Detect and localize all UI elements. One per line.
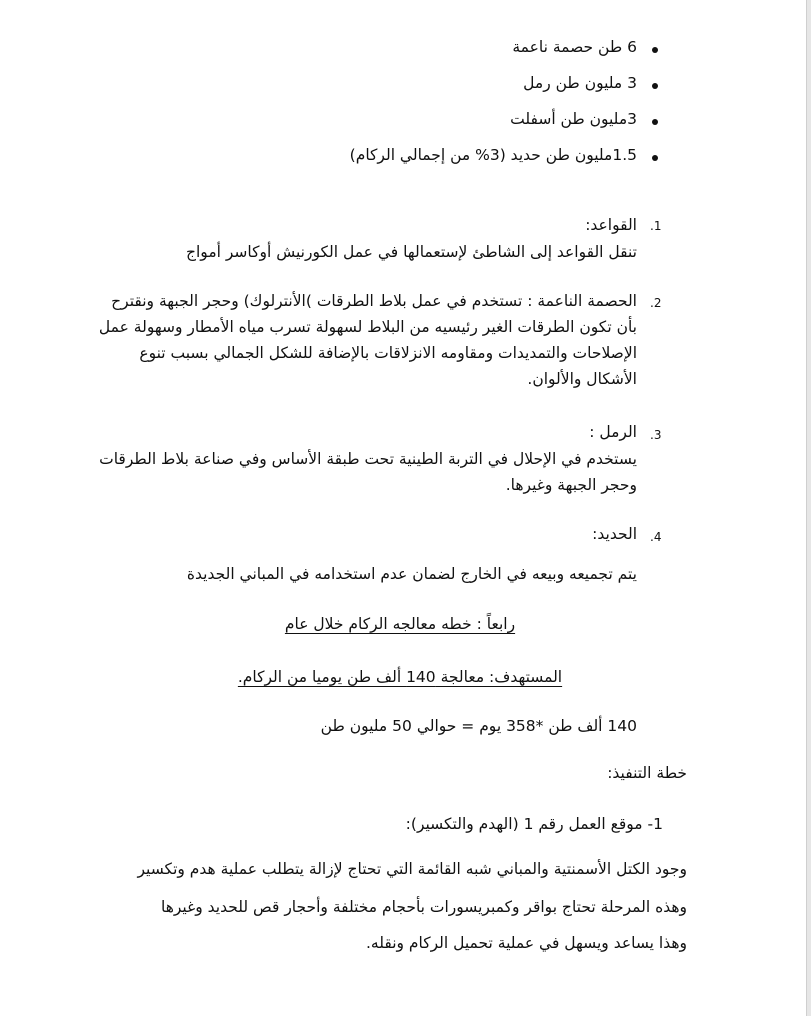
- bullet-item: 3مليون طن أسفلت: [510, 110, 637, 128]
- paragraph-line: وهذه المرحلة تحتاج بواقر وكمبريسورات بأحجام مختلفة وأحجار قص للحديد وغيرها: [160, 898, 687, 916]
- calc-line: 140 ألف طن *358 يوم = حوالي 50 مليون طن: [320, 717, 637, 735]
- bullet-dot: [652, 119, 658, 125]
- item-text: يستخدم في الإحلال في التربة الطينية تحت طبقة الأساس وفي صناعة بلاط الطرقات: [99, 450, 637, 468]
- bullet-item: 1.5مليون طن حديد (3% من إجمالي الركام): [349, 146, 637, 164]
- list-number: .1: [650, 219, 662, 233]
- bullet-dot: [652, 155, 658, 161]
- site-heading: 1- موقع العمل رقم 1 (الهدم والتكسير):: [405, 815, 663, 833]
- item-text: بأن تكون الطرقات الغير رئيسيه من البلاط لسهولة تسرب مياه الأمطار وسهولة عمل: [98, 318, 637, 336]
- target-line: المستهدف: معالجة 140 ألف طن يوميا من الركام.: [237, 668, 563, 686]
- page-edge: [806, 0, 811, 1016]
- item-text: يتم تجميعه وبيعه في الخارج لضمان عدم استخدامه في المباني الجديدة: [186, 565, 637, 583]
- list-number: .4: [650, 530, 662, 544]
- bullet-dot: [652, 47, 658, 53]
- bullet-item: 6 طن حصمة ناعمة: [512, 38, 637, 56]
- item-text: الأشكال والألوان.: [527, 370, 637, 388]
- item-text: الإصلاحات والتمديدات ومقاومه الانزلاقات بالإضافة للشكل الجمالي بسبب تنوع: [139, 344, 637, 362]
- item-title: القواعد:: [585, 216, 637, 234]
- item-text: الحصمة الناعمة : تستخدم في عمل بلاط الطرقات )الأنترلوك) وحجر الجبهة ونقترح: [111, 292, 637, 310]
- bullet-item: 3 مليون طن رمل: [523, 74, 637, 92]
- item-title: الرمل :: [589, 423, 637, 441]
- bullet-dot: [652, 83, 658, 89]
- paragraph-line: وجود الكتل الأسمنتية والمباني شبه القائمة التي تحتاج لإزالة يتطلب عملية هدم وتكسير: [137, 860, 687, 878]
- item-title: الحديد:: [592, 525, 637, 543]
- paragraph-line: وهذا يساعد ويسهل في عملية تحميل الركام ونقله.: [366, 934, 687, 952]
- item-text: وحجر الجبهة وغيرها.: [505, 476, 637, 494]
- list-number: .2: [650, 296, 662, 310]
- item-text: تنقل القواعد إلى الشاطئ لإستعمالها في عمل الكورنيش أوكاسر أمواج: [186, 243, 637, 261]
- section-heading: رابعاً : خطه معالجه الركام خلال عام: [284, 615, 516, 633]
- list-number: .3: [650, 428, 662, 442]
- plan-title: خطة التنفيذ:: [607, 764, 687, 782]
